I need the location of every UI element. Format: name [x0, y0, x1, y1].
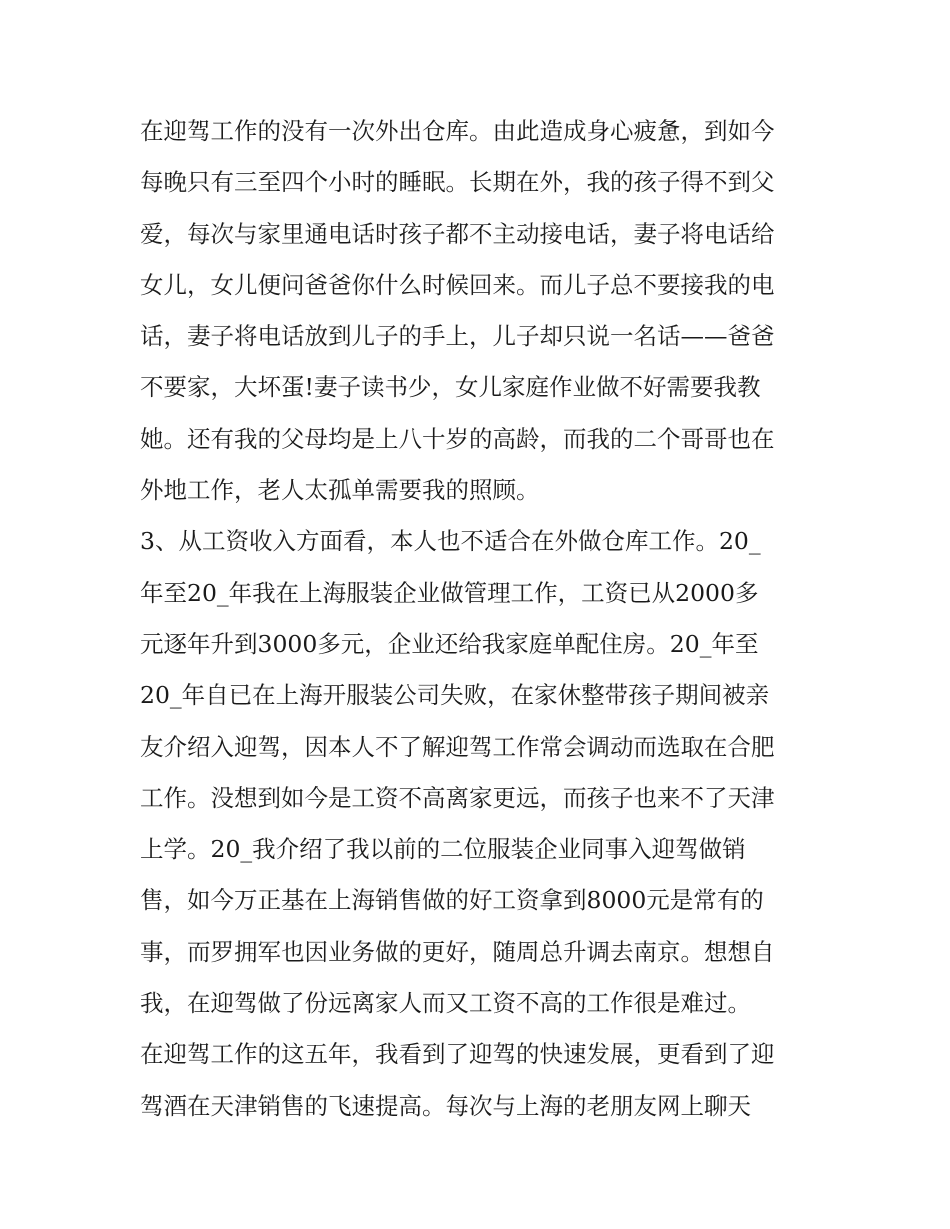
- text-line: 上学。20_我介绍了我以前的二位服装企业同事入迎驾做销: [140, 835, 746, 864]
- text-line: 售，如今万正基在上海销售做的好工资拿到8000元是常有的: [140, 886, 764, 915]
- text-line: 事，而罗拥军也因业务做的更好，随周总升调去南京。想想自: [140, 937, 775, 966]
- text-line: 话，妻子将电话放到儿子的手上，儿子却只说一名话——爸爸: [140, 322, 775, 351]
- document-body: [140, 106, 820, 1132]
- text-line: 在迎驾工作的没有一次外出仓库。由此造成身心疲惫，到如今: [140, 117, 775, 145]
- text-line: 年至20_年我在上海服装企业做管理工作，工资已从2000多: [140, 578, 759, 607]
- text-line: 我，在迎驾做了份远离家人而又工资不高的工作很是难过。: [140, 989, 751, 1018]
- text-line: 驾酒在天津销售的飞速提高。每次与上海的老朋友网上聊天: [140, 1091, 751, 1120]
- text-line: 3、从工资收入方面看，本人也不适合在外做仓库工作。20_: [140, 527, 761, 556]
- text-line: 每晚只有三至四个小时的睡眠。长期在外，我的孩子得不到父: [140, 168, 775, 197]
- text-line: 爱，每次与家里通电话时孩子都不主动接电话，妻子将电话给: [140, 219, 775, 248]
- text-line: 20_年自已在上海开服装公司失败，在家休整带孩子期间被亲: [140, 681, 770, 710]
- text-line: 元逐年升到3000多元，企业还给我家庭单配住房。20_年至: [140, 629, 759, 658]
- text-line: 友介绍入迎驾，因本人不了解迎驾工作常会调动而选取在合肥: [140, 732, 775, 761]
- text-line: 女儿，女儿便问爸爸你什么时候回来。而儿子总不要接我的电: [140, 270, 775, 299]
- text-line: 工作。没想到如今是工资不高离家更远，而孩子也来不了天津: [140, 783, 775, 812]
- text-line: 在迎驾工作的这五年，我看到了迎驾的快速发展，更看到了迎: [140, 1040, 775, 1069]
- text-line: 她。还有我的父母均是上八十岁的高龄，而我的二个哥哥也在: [140, 424, 775, 453]
- text-line: 外地工作，老人太孤单需要我的照顾。: [140, 476, 540, 505]
- text-line: 不要家，大坏蛋!妻子读书少，女儿家庭作业做不好需要我教: [140, 373, 761, 402]
